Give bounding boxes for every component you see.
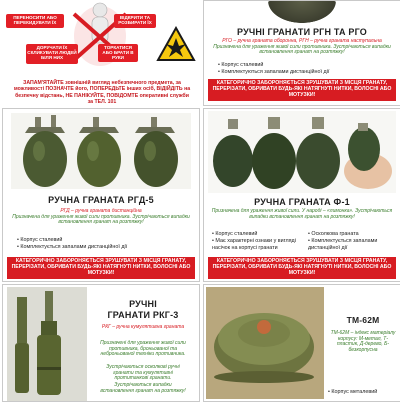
subtitle-red: РГО – ручна граната оборонна, РГН – ручна граната наступальна	[222, 38, 382, 44]
panel-title: ТМ-62М	[346, 315, 380, 325]
panel-title: РУЧНІ ГРАНАТИ РГН ТА РГО	[237, 27, 367, 37]
description-1: Призначені для ураження живої сили противника, броньованої та неброньованої техніки противника.	[100, 340, 186, 358]
grenade-rgn-photo	[268, 1, 336, 23]
feature-item: • Має характерні ознаки у вигляді насічок на корпусі гранати	[212, 238, 306, 252]
prohibition-sign-1: ПЕРЕНОСИТИ АБО ПЕРЕКИДУВАТИ ЇХ	[6, 14, 64, 28]
feature-list-right	[308, 231, 398, 252]
description: ТМ-62М – індекс матеріалу корпусу: М-метал, Т-пластик, Д-дерево, Б-безкорпусна	[330, 330, 396, 353]
feature-item: • Осколкова граната	[308, 231, 398, 238]
subtitle-red: РГД – ручна граната дистанційна	[60, 208, 142, 214]
prohibition-sign-3: ДОРУЧАТИ ЇХ СКЛИКУВАТИ ЛЮДЕЙ БІЛЯ НИХ	[26, 44, 78, 64]
subtitle-green: Призначена для ураження живої сили противника. Зустрічаються випадки встановлення гранат на розтяжку!	[213, 43, 391, 56]
panel-title-line1: РУЧНІ	[129, 299, 157, 309]
grenade-rkg3-photo	[7, 287, 87, 401]
feature-list-left	[212, 231, 306, 252]
feature-item: • Корпус сталевий	[212, 231, 306, 238]
panel-rkg3	[2, 284, 200, 402]
warning-bar: КАТЕГОРИЧНО ЗАБОРОНЯЄТЬСЯ ЗРУШУВАТИ З МІСЦЯ ГРАНАТУ, ПЕРЕРІЗАТИ, ОБРИВАТИ БУДЬ-ЯКІ НАТЯГНУТІ НИТКИ, ВОЛОСНІ АБО МОТУЗКИ!	[208, 257, 396, 279]
grenade-rgd5-photo	[11, 113, 191, 189]
prohibition-sign-4: ТОРКАТИСЯ АБО БРАТИ В РУКИ	[98, 44, 138, 62]
panel-title-line2: ГРАНАТИ РКГ-3	[107, 310, 179, 320]
panel-rgn-rgo	[203, 0, 400, 106]
feature-item: • Корпус металевий	[328, 389, 377, 396]
panel-subtitle	[9, 209, 193, 226]
feature-list	[17, 237, 127, 251]
feature-item: • Корпус сталевий	[218, 62, 329, 69]
panel-title: РУЧНА ГРАНАТА Ф-1	[254, 197, 350, 207]
mine-tm62m-photo	[206, 287, 324, 399]
warning-bar: КАТЕГОРИЧНО ЗАБОРОНЯЄТЬСЯ ЗРУШУВАТИ З МІСЦЯ ГРАНАТУ, ПЕРЕРІЗАТИ, ОБРИВАТИ БУДЬ-ЯКІ НАТЯГНУТІ НИТКИ, ВОЛОСНІ АБО МОТУЗКИ!	[7, 257, 195, 279]
warning-bar: КАТЕГОРИЧНО ЗАБОРОНЯЄТЬСЯ ЗРУШУВАТИ З МІСЦЯ ГРАНАТУ, ПЕРЕРІЗАТИ, ОБРИВАТИ БУДЬ-ЯКІ НАТЯГНУТІ НИТКИ, ВОЛОСНІ АБО МОТУЗКИ!	[208, 79, 396, 101]
feature-item: • Комплектується запалами дистанційної дії	[308, 238, 398, 252]
grenade-f1-photo	[208, 111, 396, 193]
feature-item: • Корпус сталевий	[17, 237, 127, 244]
prohibition-sign-2: ВІДКРИТИ ТА РОЗБИРАТИ ЇХ	[114, 14, 156, 28]
subtitle-red: РКГ – ручна кумулятивна граната	[101, 324, 185, 330]
intro-panel	[2, 0, 198, 104]
panel-subtitle	[210, 39, 394, 56]
panel-tm62m	[203, 284, 400, 402]
explosion-warning-icon	[156, 26, 196, 62]
feature-item: • Комплектуються запалами дистанційної дії	[218, 69, 329, 76]
feature-list	[218, 62, 329, 76]
feature-list	[328, 389, 377, 396]
safety-notice: ЗАПАМ'ЯТАЙТЕ зовнішній вигляд небезпечного предмета, за можливості ПОЗНАЧТЕ його, ПОПЕРЕДЬТЕ інших осіб, ВІДІЙДІТЬ на безпечну відстань, НЕ ПАНІКУЙТЕ, ПОВІДОМТЕ оперативні служби за ТЕЛ. 101	[13, 80, 191, 104]
panel-f1	[203, 108, 400, 282]
feature-item: • Комплектується запалами дистанційної дії	[17, 244, 127, 251]
description-3: Зустрічаються випадки встановлення гранат на розтяжку!	[100, 382, 186, 394]
panel-rgd5	[2, 108, 200, 282]
panel-subtitle	[97, 325, 189, 331]
panel-title: РУЧНА ГРАНАТА РГД-5	[48, 195, 154, 205]
subtitle-green: Призначена для ураження живої сили противника. Зустрічаються випадки встановлення гранат на розтяжку!	[12, 213, 190, 226]
subtitle-green: Призначена для ураження живої сили. У народі – «лимонка». Зустрічаються випадки встановлення гранат на розтяжку!	[211, 208, 393, 220]
description-2: Зустрічаються осколкові ручні гранати та кумулятивні протитанкові гранати.	[106, 364, 180, 382]
panel-subtitle	[210, 209, 394, 220]
